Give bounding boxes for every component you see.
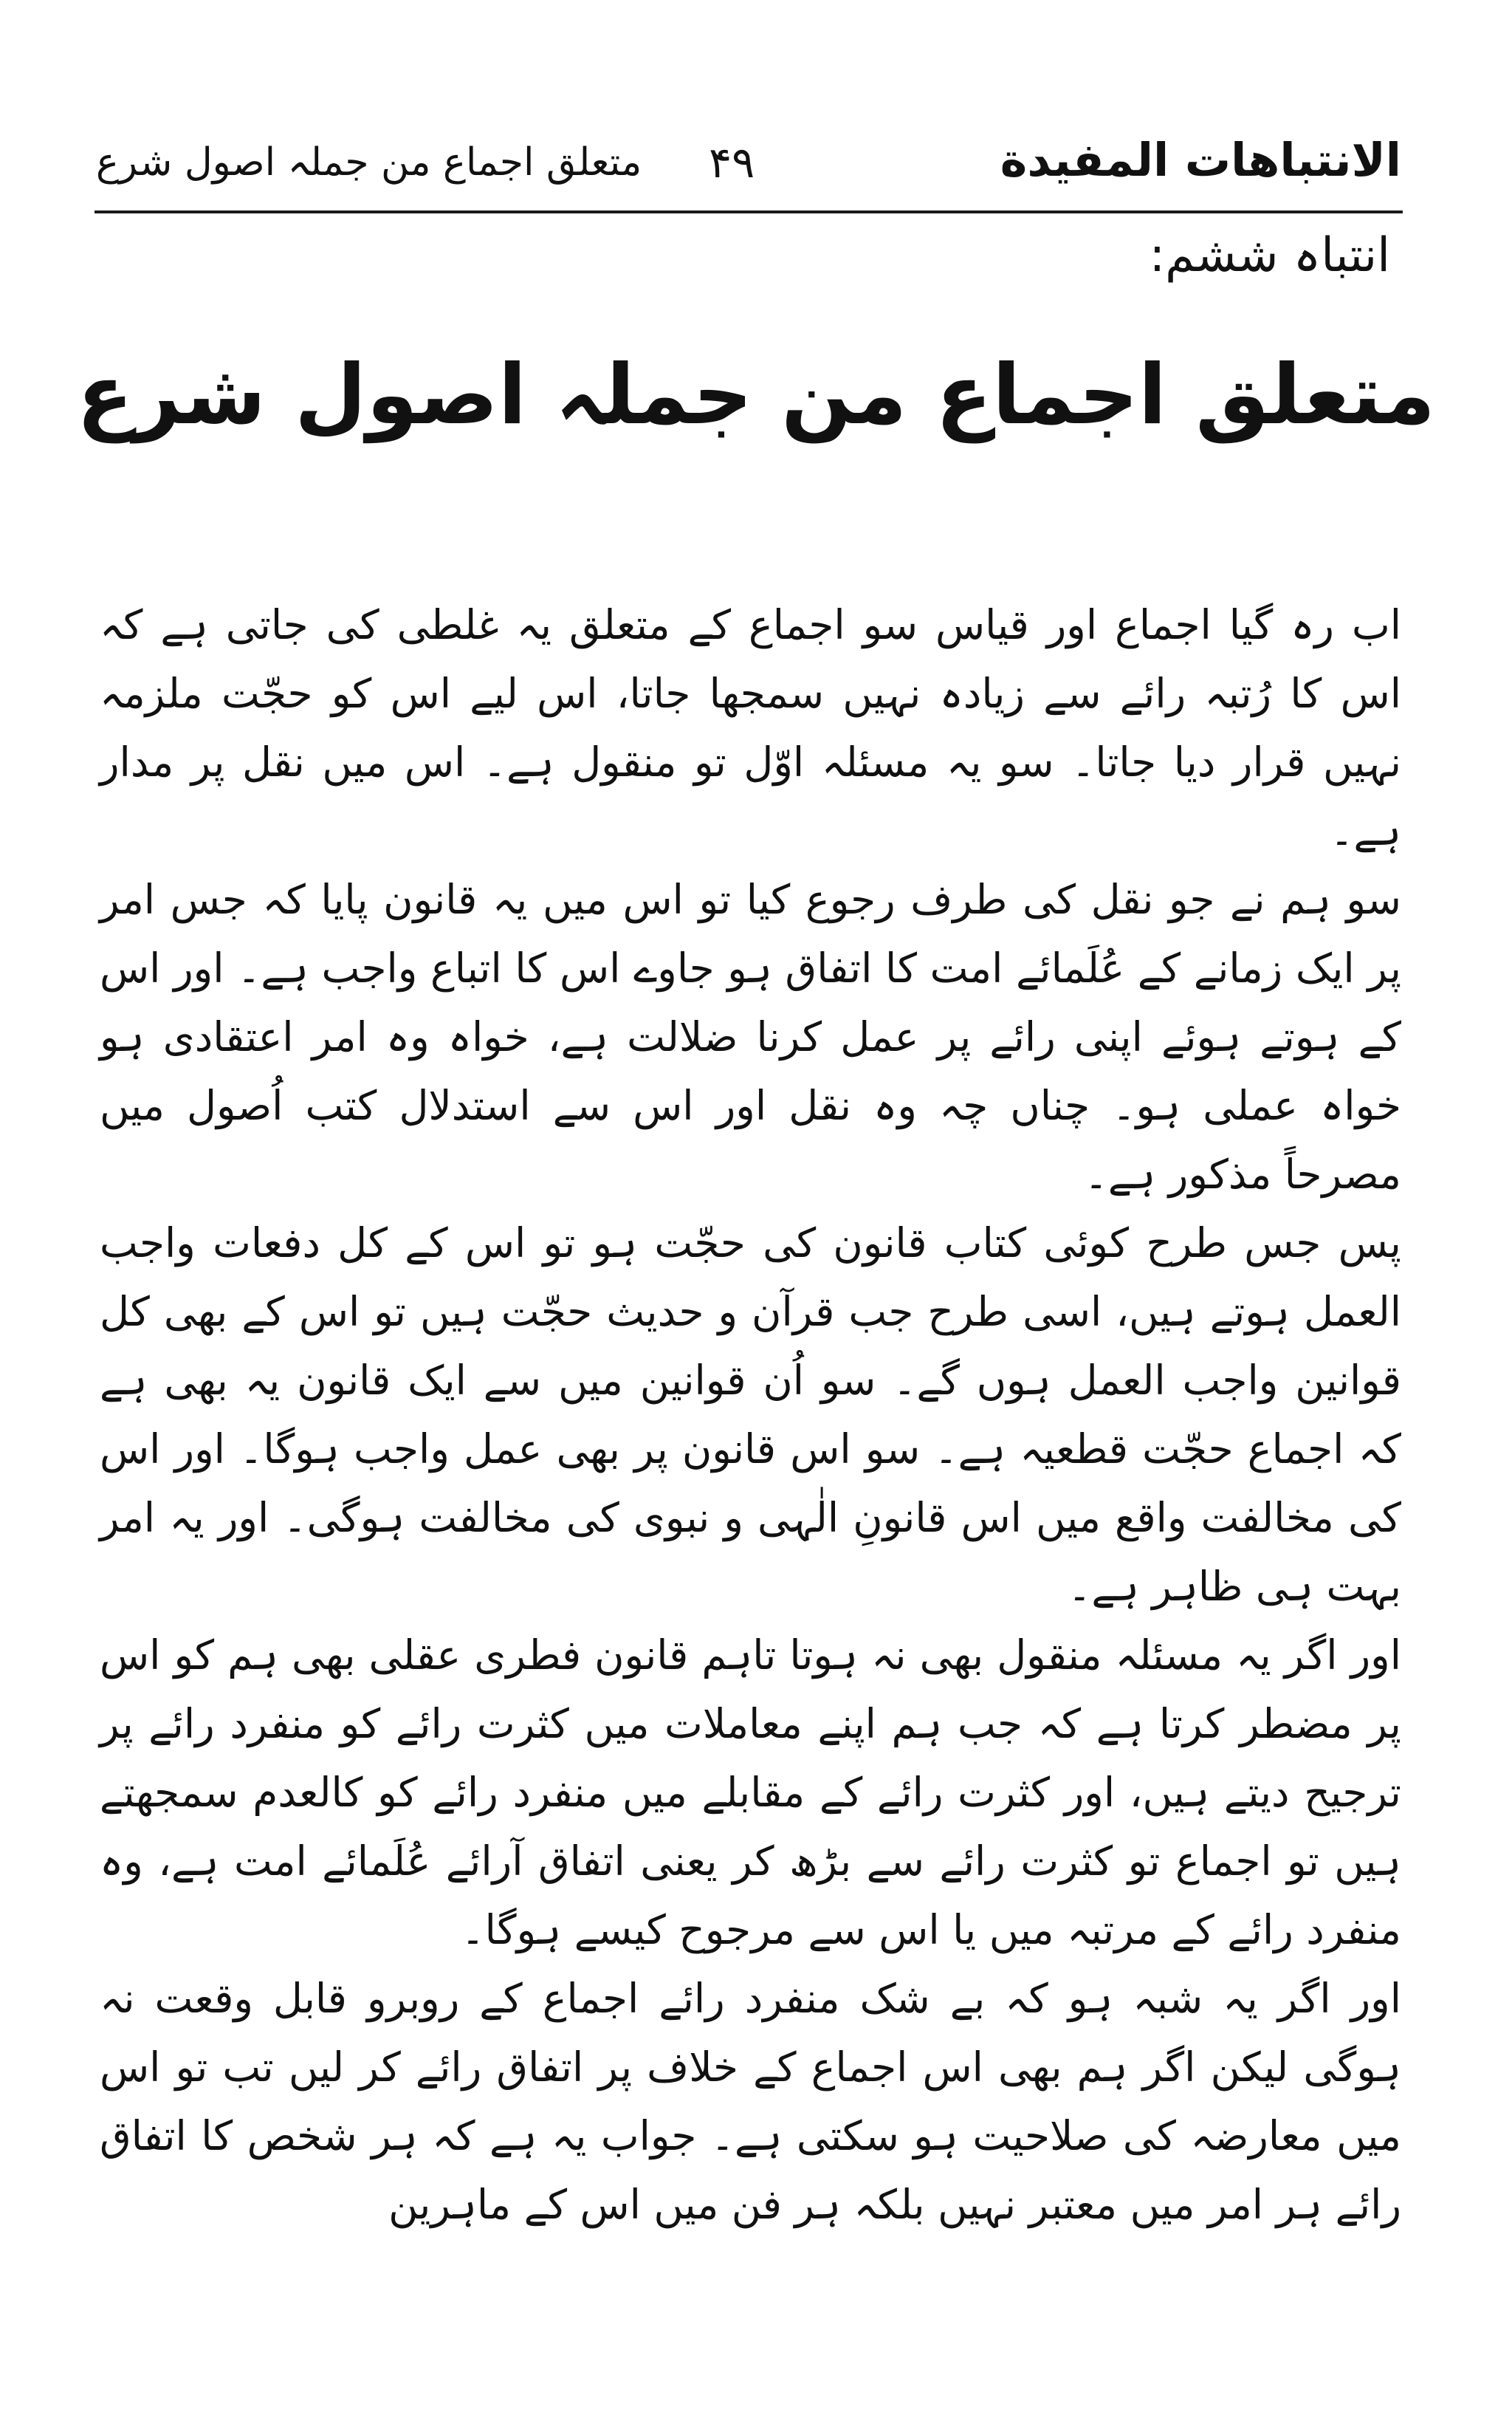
paragraph: سو ہم نے جو نقل کی طرف رجوع کیا تو اس میں یہ قانون پایا کہ جس امر پر ایک زمانے کے عُلَمائے امت کا اتفاق ہو جاوے اس کا اتباع واجب ہے۔ اور اس کے ہوتے ہوئے اپنی رائے پر عمل کرنا ضلالت ہے، خواہ وہ امر اعتقادی ہو خواہ عملی ہو۔ چناں چہ وہ نقل اور اس سے استدلال کتب اُصول میں مصرحاً مذکور ہے۔ xyxy=(100,876,1401,1198)
chapter-title: متعلق اجماع من جملہ اصول شرع xyxy=(76,347,1436,443)
paragraph: اور اگر یہ مسئلہ منقول بھی نہ ہوتا تاہم قانون فطری عقلی بھی ہم کو اس پر مضطر کرتا ہے کہ جب ہم اپنے معاملات میں کثرت رائے کو منفرد رائے پر ترجیح دیتے ہیں، اور کثرت رائے کے مقابلے میں منفرد رائے کو کالعدم سمجھتے ہیں تو اجماع تو کثرت رائے سے بڑھ کر یعنی اتفاق آرائے عُلَمائے امت ہے، وہ منفرد رائے کے مرتبہ میں یا اس سے مرجوح کیسے ہوگا۔ xyxy=(100,1631,1401,1953)
section-label: انتباہ ششم: xyxy=(1149,228,1390,283)
paragraph: اب رہ گیا اجماع اور قیاس سو اجماع کے متعلق یہ غلطی کی جاتی ہے کہ اس کا رُتبہ رائے سے زیادہ نہیں سمجھا جاتا، اس لیے اس کو حجّت ملزمہ نہیں قرار دیا جاتا۔ سو یہ مسئلہ اوّل تو منقول ہے۔ اس میں نقل پر مدار ہے۔ xyxy=(100,601,1401,854)
body-text xyxy=(100,591,1401,2239)
page-number: ۴۹ xyxy=(709,137,755,188)
header-divider xyxy=(94,210,1403,213)
paragraph: اور اگر یہ شبہ ہو کہ بے شک منفرد رائے اجماع کے روبرو قابل وقعت نہ ہوگی لیکن اگر ہم بھی اس اجماع کے خلاف پر اتفاق رائے کر لیں تب تو اس میں معارضہ کی صلاحیت ہو سکتی ہے۔ جواب یہ ہے کہ ہر شخص کا اتفاق رائے ہر امر میں معتبر نہیں بلکہ ہر فن میں اس کے ماہرین xyxy=(100,1975,1401,2228)
book-title: الانتباهات المفيدة xyxy=(1000,133,1401,187)
running-title: متعلق اجماع من جملہ اصول شرع xyxy=(96,140,642,185)
paragraph: پس جس طرح کوئی کتاب قانون کی حجّت ہو تو اس کے کل دفعات واجب العمل ہوتے ہیں، اسی طرح جب قرآن و حدیث حجّت ہیں تو اس کے بھی کل قوانین واجب العمل ہوں گے۔ سو اُن قوانین میں سے ایک قانون یہ بھی ہے کہ اجماع حجّت قطعیہ ہے۔ سو اس قانون پر بھی عمل واجب ہوگا۔ اور اس کی مخالفت واقع میں اس قانونِ الٰہی و نبوی کی مخالفت ہوگی۔ اور یہ امر بہت ہی ظاہر ہے۔ xyxy=(100,1219,1401,1610)
